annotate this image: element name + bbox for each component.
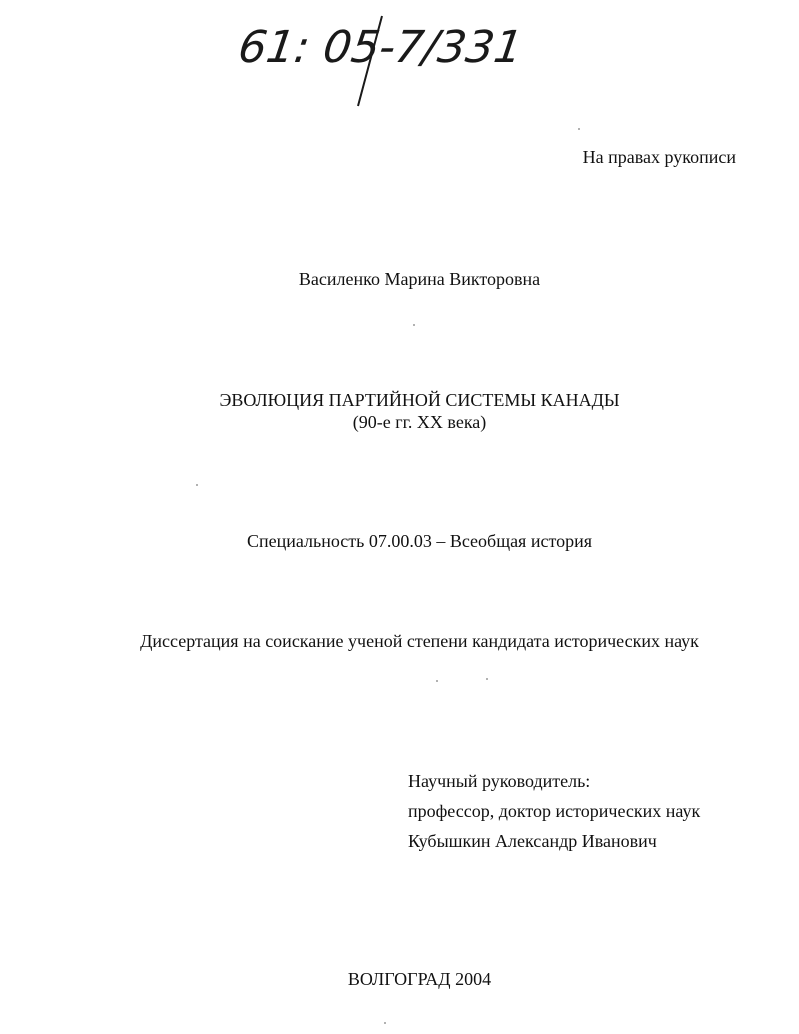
supervisor-label: Научный руководитель: [408, 771, 591, 791]
scan-speck [436, 680, 438, 682]
dissertation-subtitle: (90-е гг. XX века) [352, 412, 487, 432]
supervisor-degree: профессор, доктор исторических наук [408, 801, 701, 821]
scan-speck [486, 678, 488, 680]
scan-speck [196, 484, 198, 486]
archive-mark-handwritten [232, 10, 526, 110]
scan-speck [384, 1022, 386, 1024]
specialty-line: Специальность 07.00.03 – Всеобщая история [246, 531, 593, 551]
author-name: Василенко Марина Викторовна [298, 269, 541, 289]
supervisor-name: Кубышкин Александр Иванович [408, 831, 657, 851]
degree-line: Диссертация на соискание ученой степени кандидата исторических наук [140, 631, 699, 651]
city-year: ВОЛГОГРАД 2004 [347, 969, 492, 989]
rights-notice: На правах рукописи [582, 147, 736, 167]
dissertation-title: ЭВОЛЮЦИЯ ПАРТИЙНОЙ СИСТЕМЫ КАНАДЫ [219, 390, 620, 410]
scan-speck [578, 128, 580, 130]
scan-speck [413, 324, 415, 326]
archive-mark-text: 61: 05-7/331 [235, 22, 526, 73]
